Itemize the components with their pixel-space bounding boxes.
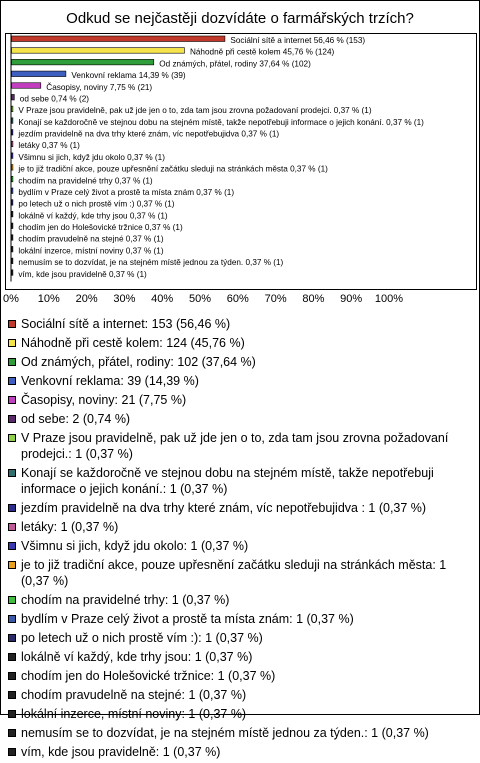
bar-1 [12, 36, 225, 42]
legend-item-9 [8, 500, 473, 516]
x-tick-label-9: 90% [340, 293, 363, 305]
legend-item-2 [8, 335, 473, 351]
bar-chart [0, 0, 480, 312]
legend-item-10 [8, 519, 473, 535]
legend-swatch-1 [8, 320, 16, 328]
legend-swatch-15 [8, 634, 16, 642]
legend-label-14: bydlím v Praze celý život a prostě ta místa znám: 1 (0,37 %) [21, 612, 354, 626]
legend-item-6 [8, 411, 473, 427]
bar-label-12: je to již tradiční akce, pouze upřesnění začátku sleduji na stránkách města 0,37 % (1) [18, 164, 328, 174]
bar-label-7: V Praze jsou pravidelně, pak už jde jen o to, zda tam jsou zrovna požadovaní prodejci. 0,37 % (1) [18, 106, 372, 116]
legend-label-17: chodím jen do Holešovické tržnice: 1 (0,37 %) [21, 669, 276, 683]
bar-label-13: chodím na pravidelné trhy 0,37 % (1) [18, 176, 153, 186]
bar-5 [12, 83, 41, 89]
bar-label-20: nemusím se to dozvídat, je na stejném místě jednou za týden. 0,37 % (1) [18, 258, 284, 268]
legend-item-8 [8, 465, 473, 497]
legend-swatch-9 [8, 504, 16, 512]
bar-21 [12, 270, 13, 276]
bar-label-11: Všimnu si jich, když jdu okolo 0,37 % (1) [18, 152, 165, 162]
bar-3 [12, 59, 154, 65]
legend-item-11 [8, 538, 473, 554]
bar-label-16: lokálně ví každý, kde trhy jsou 0,37 % (1) [18, 211, 168, 221]
bar-label-3: Od známých, přátel, rodiny 37,64 % (102) [159, 59, 311, 69]
legend-item-19 [8, 706, 473, 722]
bar-label-4: Venkovní reklama 14,39 % (39) [71, 71, 186, 81]
legend-label-5: Časopisy, noviny: 21 (7,75 %) [21, 393, 187, 407]
legend-item-15 [8, 630, 473, 646]
bar-label-8: Konají se každoročně ve stejnou dobu na stejném místě, takže nepotřebuji informace o jejich konání. 0,37 % (1) [18, 117, 424, 127]
legend-label-2: Náhodně při cestě kolem: 124 (45,76 %) [21, 336, 245, 350]
x-tick-label-8: 80% [302, 293, 325, 305]
legend-label-11: Všimnu si jich, když jdu okolo: 1 (0,37 %) [21, 539, 249, 553]
legend-swatch-16 [8, 653, 16, 661]
legend-label-18: chodím pravudelně na stejné: 1 (0,37 %) [21, 688, 247, 702]
legend-swatch-4 [8, 377, 16, 385]
legend-swatch-18 [8, 691, 16, 699]
x-tick-label-4: 40% [151, 293, 174, 305]
legend-swatch-12 [8, 561, 16, 569]
legend-item-12 [8, 557, 473, 589]
legend-label-3: Od známých, přátel, rodiny: 102 (37,64 %) [21, 355, 256, 369]
bar-11 [12, 153, 13, 159]
legend-label-12: je to již tradiční akce, pouze upřesnění začátku sleduji na stránkách města: 1 (0,37 %) [21, 558, 447, 588]
x-tick-label-7: 70% [264, 293, 287, 305]
bar-7 [12, 106, 13, 112]
legend-label-15: po letech už o nich prostě vím :): 1 (0,37 %) [21, 631, 263, 645]
legend-item-1 [8, 316, 473, 332]
legend-swatch-6 [8, 415, 16, 423]
x-tick-label-1: 10% [37, 293, 60, 305]
bar-13 [12, 176, 13, 182]
bar-label-19: lokální inzerce, místní noviny 0,37 % (1) [18, 246, 164, 256]
legend-swatch-14 [8, 615, 16, 623]
legend-item-20 [8, 725, 473, 741]
legend-label-8: Konají se každoročně ve stejnou dobu na stejném místě, takže nepotřebuji informace o jejich konání.: 1 (0,37 %) [21, 466, 434, 496]
legend-item-7 [8, 430, 473, 462]
bar-14 [12, 188, 13, 194]
legend-item-17 [8, 668, 473, 684]
legend-label-9: jezdím pravidelně na dva trhy které znám, víc nepotřebujidva : 1 (0,37 %) [21, 501, 427, 515]
bar-label-14: bydlím v Praze celý život a prostě ta místa znám 0,37 % (1) [18, 187, 235, 197]
bar-10 [12, 141, 13, 147]
legend-item-14 [8, 611, 473, 627]
legend-label-16: lokálně ví každý, kde trhy jsou: 1 (0,37 %) [21, 650, 253, 664]
legend-item-16 [8, 649, 473, 665]
legend-label-7: V Praze jsou pravidelně, pak už jde jen o to, zda tam jsou zrovna požadovaní prodejci.: 1 (0,37 %) [21, 431, 449, 461]
bar-2 [12, 48, 185, 54]
legend-label-13: chodím na pravidelné trhy: 1 (0,37 %) [21, 593, 230, 607]
bar-12 [12, 165, 13, 171]
legend-swatch-11 [8, 542, 16, 550]
bar-label-18: chodím pravudelně na stejné 0,37 % (1) [18, 234, 164, 244]
bar-label-15: po letech už o nich prostě vím :) 0,37 % (1) [18, 199, 175, 209]
legend-item-4 [8, 373, 473, 389]
legend-item-18 [8, 687, 473, 703]
bar-label-9: jezdím pravidelně na dva trhy které znám, víc nepotřebujidva 0,37 % (1) [18, 129, 280, 139]
legend-label-10: letáky: 1 (0,37 %) [21, 520, 119, 534]
legend-swatch-5 [8, 396, 16, 404]
bar-label-1: Sociální sítě a internet 56,46 % (153) [230, 36, 366, 45]
legend-swatch-7 [8, 434, 16, 442]
legend-swatch-13 [8, 596, 16, 604]
legend-label-20: nemusím se to dozvídat, je na stejném místě jednou za týden.: 1 (0,37 %) [21, 726, 429, 740]
x-tick-label-6: 60% [226, 293, 249, 305]
legend-swatch-10 [8, 523, 16, 531]
legend-label-4: Venkovní reklama: 39 (14,39 %) [21, 374, 199, 388]
legend-swatch-20 [8, 729, 16, 737]
bar-label-10: letáky 0,37 % (1) [18, 141, 80, 151]
legend-item-13 [8, 592, 473, 608]
bar-label-6: od sebe 0,74 % (2) [19, 94, 89, 104]
bar-label-5: Časopisy, noviny 7,75 % (21) [46, 82, 153, 92]
bar-label-2: Náhodně při cestě kolem 45,76 % (124) [189, 47, 335, 57]
legend-swatch-2 [8, 339, 16, 347]
legend-item-5 [8, 392, 473, 408]
bar-20 [12, 258, 13, 264]
bar-label-21: vím, kde jsou pravidelně 0,37 % (1) [18, 269, 147, 279]
chart-legend [8, 316, 473, 763]
legend-swatch-19 [8, 710, 16, 718]
legend-label-6: od sebe: 2 (0,74 %) [21, 412, 131, 426]
bar-8 [12, 118, 13, 124]
x-tick-label-0: 0% [3, 293, 19, 305]
legend-label-21: vím, kde jsou pravidelně: 1 (0,37 %) [21, 745, 221, 759]
legend-swatch-21 [8, 748, 16, 756]
legend-item-3 [8, 354, 473, 370]
legend-swatch-3 [8, 358, 16, 366]
legend-item-21 [8, 744, 473, 760]
bar-16 [12, 211, 13, 217]
legend-swatch-17 [8, 672, 16, 680]
bar-9 [12, 130, 13, 136]
bar-6 [12, 94, 15, 100]
legend-label-1: Sociální sítě a internet: 153 (56,46 %) [21, 317, 231, 331]
bar-17 [12, 223, 13, 229]
bar-18 [12, 235, 13, 241]
x-tick-label-3: 30% [113, 293, 136, 305]
legend-swatch-8 [8, 469, 16, 477]
x-tick-label-2: 20% [75, 293, 98, 305]
legend-label-19: lokální inzerce, místní noviny: 1 (0,37 %) [21, 707, 247, 721]
x-tick-label-10: 100% [374, 293, 404, 305]
bar-label-17: chodím jen do Holešovické tržnice 0,37 % (1) [18, 223, 183, 233]
chart-title: Odkud se nejčastěji dozvídáte o farmářských trzích? [66, 10, 414, 27]
x-tick-label-5: 50% [188, 293, 212, 305]
bar-15 [12, 200, 13, 206]
bar-19 [12, 246, 13, 252]
bar-4 [12, 71, 66, 77]
